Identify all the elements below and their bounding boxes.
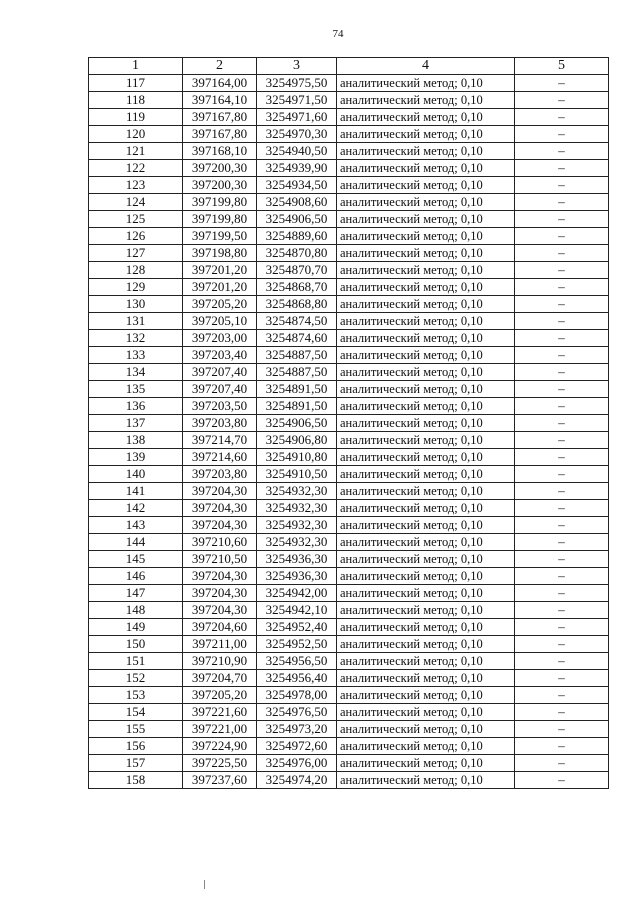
note-cell: – bbox=[515, 143, 609, 160]
point-number-cell: 126 bbox=[89, 228, 183, 245]
note-cell: – bbox=[515, 602, 609, 619]
y-coordinate-cell: 3254956,50 bbox=[257, 653, 337, 670]
y-coordinate-cell: 3254906,80 bbox=[257, 432, 337, 449]
point-number-cell: 138 bbox=[89, 432, 183, 449]
point-number-cell: 157 bbox=[89, 755, 183, 772]
method-cell: аналитический метод; 0,10 bbox=[337, 109, 515, 126]
y-coordinate-cell: 3254934,50 bbox=[257, 177, 337, 194]
table-row bbox=[89, 551, 609, 568]
table-row bbox=[89, 211, 609, 228]
table-row bbox=[89, 296, 609, 313]
method-cell: аналитический метод; 0,10 bbox=[337, 585, 515, 602]
point-number-cell: 154 bbox=[89, 704, 183, 721]
x-coordinate-cell: 397204,30 bbox=[183, 568, 257, 585]
note-cell: – bbox=[515, 364, 609, 381]
table-row bbox=[89, 687, 609, 704]
x-coordinate-cell: 397205,20 bbox=[183, 687, 257, 704]
y-coordinate-cell: 3254906,50 bbox=[257, 211, 337, 228]
point-number-cell: 139 bbox=[89, 449, 183, 466]
x-coordinate-cell: 397204,30 bbox=[183, 483, 257, 500]
table-row bbox=[89, 364, 609, 381]
method-cell: аналитический метод; 0,10 bbox=[337, 483, 515, 500]
y-coordinate-cell: 3254932,30 bbox=[257, 500, 337, 517]
table-body bbox=[89, 75, 609, 789]
y-coordinate-cell: 3254868,80 bbox=[257, 296, 337, 313]
table-row bbox=[89, 415, 609, 432]
table-row bbox=[89, 330, 609, 347]
point-number-cell: 143 bbox=[89, 517, 183, 534]
table-row bbox=[89, 466, 609, 483]
y-coordinate-cell: 3254974,20 bbox=[257, 772, 337, 789]
table-row bbox=[89, 92, 609, 109]
table-header-row bbox=[89, 58, 609, 75]
y-coordinate-cell: 3254887,50 bbox=[257, 364, 337, 381]
point-number-cell: 122 bbox=[89, 160, 183, 177]
x-coordinate-cell: 397211,00 bbox=[183, 636, 257, 653]
method-cell: аналитический метод; 0,10 bbox=[337, 228, 515, 245]
note-cell: – bbox=[515, 653, 609, 670]
y-coordinate-cell: 3254952,50 bbox=[257, 636, 337, 653]
note-cell: – bbox=[515, 279, 609, 296]
y-coordinate-cell: 3254910,50 bbox=[257, 466, 337, 483]
x-coordinate-cell: 397214,70 bbox=[183, 432, 257, 449]
method-cell: аналитический метод; 0,10 bbox=[337, 670, 515, 687]
note-cell: – bbox=[515, 228, 609, 245]
method-cell: аналитический метод; 0,10 bbox=[337, 262, 515, 279]
point-number-cell: 142 bbox=[89, 500, 183, 517]
x-coordinate-cell: 397207,40 bbox=[183, 381, 257, 398]
x-coordinate-cell: 397203,50 bbox=[183, 398, 257, 415]
x-coordinate-cell: 397204,30 bbox=[183, 602, 257, 619]
table-row bbox=[89, 160, 609, 177]
method-cell: аналитический метод; 0,10 bbox=[337, 636, 515, 653]
y-coordinate-cell: 3254874,50 bbox=[257, 313, 337, 330]
note-cell: – bbox=[515, 534, 609, 551]
method-cell: аналитический метод; 0,10 bbox=[337, 398, 515, 415]
point-number-cell: 141 bbox=[89, 483, 183, 500]
column-header-1: 1 bbox=[89, 58, 183, 75]
column-header-5: 5 bbox=[515, 58, 609, 75]
table-row bbox=[89, 432, 609, 449]
x-coordinate-cell: 397167,80 bbox=[183, 126, 257, 143]
point-number-cell: 125 bbox=[89, 211, 183, 228]
x-coordinate-cell: 397237,60 bbox=[183, 772, 257, 789]
point-number-cell: 135 bbox=[89, 381, 183, 398]
point-number-cell: 132 bbox=[89, 330, 183, 347]
note-cell: – bbox=[515, 415, 609, 432]
y-coordinate-cell: 3254932,30 bbox=[257, 483, 337, 500]
table-row bbox=[89, 143, 609, 160]
point-number-cell: 124 bbox=[89, 194, 183, 211]
point-number-cell: 120 bbox=[89, 126, 183, 143]
method-cell: аналитический метод; 0,10 bbox=[337, 449, 515, 466]
y-coordinate-cell: 3254870,80 bbox=[257, 245, 337, 262]
point-number-cell: 144 bbox=[89, 534, 183, 551]
y-coordinate-cell: 3254910,80 bbox=[257, 449, 337, 466]
y-coordinate-cell: 3254975,50 bbox=[257, 75, 337, 92]
y-coordinate-cell: 3254976,00 bbox=[257, 755, 337, 772]
y-coordinate-cell: 3254868,70 bbox=[257, 279, 337, 296]
point-number-cell: 153 bbox=[89, 687, 183, 704]
method-cell: аналитический метод; 0,10 bbox=[337, 534, 515, 551]
method-cell: аналитический метод; 0,10 bbox=[337, 704, 515, 721]
method-cell: аналитический метод; 0,10 bbox=[337, 517, 515, 534]
note-cell: – bbox=[515, 109, 609, 126]
note-cell: – bbox=[515, 755, 609, 772]
method-cell: аналитический метод; 0,10 bbox=[337, 738, 515, 755]
table-row bbox=[89, 517, 609, 534]
x-coordinate-cell: 397203,80 bbox=[183, 466, 257, 483]
table-row bbox=[89, 313, 609, 330]
note-cell: – bbox=[515, 551, 609, 568]
table-row bbox=[89, 602, 609, 619]
note-cell: – bbox=[515, 330, 609, 347]
point-number-cell: 119 bbox=[89, 109, 183, 126]
method-cell: аналитический метод; 0,10 bbox=[337, 568, 515, 585]
point-number-cell: 130 bbox=[89, 296, 183, 313]
table-row bbox=[89, 398, 609, 415]
y-coordinate-cell: 3254970,30 bbox=[257, 126, 337, 143]
method-cell: аналитический метод; 0,10 bbox=[337, 296, 515, 313]
point-number-cell: 151 bbox=[89, 653, 183, 670]
point-number-cell: 149 bbox=[89, 619, 183, 636]
scan-mark bbox=[204, 880, 205, 889]
point-number-cell: 140 bbox=[89, 466, 183, 483]
x-coordinate-cell: 397204,60 bbox=[183, 619, 257, 636]
x-coordinate-cell: 397201,20 bbox=[183, 262, 257, 279]
x-coordinate-cell: 397224,90 bbox=[183, 738, 257, 755]
y-coordinate-cell: 3254891,50 bbox=[257, 381, 337, 398]
point-number-cell: 134 bbox=[89, 364, 183, 381]
point-number-cell: 137 bbox=[89, 415, 183, 432]
note-cell: – bbox=[515, 636, 609, 653]
y-coordinate-cell: 3254887,50 bbox=[257, 347, 337, 364]
x-coordinate-cell: 397200,30 bbox=[183, 160, 257, 177]
point-number-cell: 155 bbox=[89, 721, 183, 738]
note-cell: – bbox=[515, 75, 609, 92]
method-cell: аналитический метод; 0,10 bbox=[337, 92, 515, 109]
table-row bbox=[89, 636, 609, 653]
table-row bbox=[89, 755, 609, 772]
note-cell: – bbox=[515, 738, 609, 755]
x-coordinate-cell: 397210,90 bbox=[183, 653, 257, 670]
table-row bbox=[89, 245, 609, 262]
x-coordinate-cell: 397204,30 bbox=[183, 500, 257, 517]
table-row bbox=[89, 109, 609, 126]
point-number-cell: 150 bbox=[89, 636, 183, 653]
method-cell: аналитический метод; 0,10 bbox=[337, 126, 515, 143]
y-coordinate-cell: 3254956,40 bbox=[257, 670, 337, 687]
table-row bbox=[89, 177, 609, 194]
y-coordinate-cell: 3254952,40 bbox=[257, 619, 337, 636]
x-coordinate-cell: 397210,60 bbox=[183, 534, 257, 551]
x-coordinate-cell: 397164,10 bbox=[183, 92, 257, 109]
point-number-cell: 133 bbox=[89, 347, 183, 364]
method-cell: аналитический метод; 0,10 bbox=[337, 143, 515, 160]
column-header-3: 3 bbox=[257, 58, 337, 75]
table-row bbox=[89, 738, 609, 755]
note-cell: – bbox=[515, 500, 609, 517]
y-coordinate-cell: 3254936,30 bbox=[257, 551, 337, 568]
x-coordinate-cell: 397199,80 bbox=[183, 194, 257, 211]
method-cell: аналитический метод; 0,10 bbox=[337, 177, 515, 194]
table-row bbox=[89, 500, 609, 517]
method-cell: аналитический метод; 0,10 bbox=[337, 211, 515, 228]
point-number-cell: 156 bbox=[89, 738, 183, 755]
method-cell: аналитический метод; 0,10 bbox=[337, 772, 515, 789]
x-coordinate-cell: 397210,50 bbox=[183, 551, 257, 568]
table-row bbox=[89, 347, 609, 364]
x-coordinate-cell: 397199,50 bbox=[183, 228, 257, 245]
note-cell: – bbox=[515, 245, 609, 262]
method-cell: аналитический метод; 0,10 bbox=[337, 279, 515, 296]
x-coordinate-cell: 397204,70 bbox=[183, 670, 257, 687]
column-header-2: 2 bbox=[183, 58, 257, 75]
point-number-cell: 129 bbox=[89, 279, 183, 296]
note-cell: – bbox=[515, 670, 609, 687]
y-coordinate-cell: 3254973,20 bbox=[257, 721, 337, 738]
x-coordinate-cell: 397214,60 bbox=[183, 449, 257, 466]
table-row bbox=[89, 721, 609, 738]
x-coordinate-cell: 397221,00 bbox=[183, 721, 257, 738]
table-row bbox=[89, 670, 609, 687]
note-cell: – bbox=[515, 704, 609, 721]
point-number-cell: 148 bbox=[89, 602, 183, 619]
method-cell: аналитический метод; 0,10 bbox=[337, 330, 515, 347]
point-number-cell: 147 bbox=[89, 585, 183, 602]
note-cell: – bbox=[515, 92, 609, 109]
point-number-cell: 128 bbox=[89, 262, 183, 279]
x-coordinate-cell: 397200,30 bbox=[183, 177, 257, 194]
table-row bbox=[89, 483, 609, 500]
note-cell: – bbox=[515, 126, 609, 143]
method-cell: аналитический метод; 0,10 bbox=[337, 364, 515, 381]
y-coordinate-cell: 3254939,90 bbox=[257, 160, 337, 177]
method-cell: аналитический метод; 0,10 bbox=[337, 432, 515, 449]
y-coordinate-cell: 3254976,50 bbox=[257, 704, 337, 721]
point-number-cell: 158 bbox=[89, 772, 183, 789]
method-cell: аналитический метод; 0,10 bbox=[337, 602, 515, 619]
method-cell: аналитический метод; 0,10 bbox=[337, 194, 515, 211]
x-coordinate-cell: 397203,00 bbox=[183, 330, 257, 347]
method-cell: аналитический метод; 0,10 bbox=[337, 653, 515, 670]
y-coordinate-cell: 3254889,60 bbox=[257, 228, 337, 245]
method-cell: аналитический метод; 0,10 bbox=[337, 500, 515, 517]
y-coordinate-cell: 3254971,60 bbox=[257, 109, 337, 126]
note-cell: – bbox=[515, 721, 609, 738]
x-coordinate-cell: 397203,40 bbox=[183, 347, 257, 364]
x-coordinate-cell: 397207,40 bbox=[183, 364, 257, 381]
y-coordinate-cell: 3254936,30 bbox=[257, 568, 337, 585]
table-row bbox=[89, 449, 609, 466]
y-coordinate-cell: 3254932,30 bbox=[257, 517, 337, 534]
method-cell: аналитический метод; 0,10 bbox=[337, 687, 515, 704]
x-coordinate-cell: 397204,30 bbox=[183, 585, 257, 602]
table-row bbox=[89, 619, 609, 636]
table-row bbox=[89, 568, 609, 585]
y-coordinate-cell: 3254870,70 bbox=[257, 262, 337, 279]
point-number-cell: 136 bbox=[89, 398, 183, 415]
note-cell: – bbox=[515, 296, 609, 313]
note-cell: – bbox=[515, 483, 609, 500]
note-cell: – bbox=[515, 517, 609, 534]
x-coordinate-cell: 397203,80 bbox=[183, 415, 257, 432]
method-cell: аналитический метод; 0,10 bbox=[337, 313, 515, 330]
y-coordinate-cell: 3254940,50 bbox=[257, 143, 337, 160]
x-coordinate-cell: 397205,10 bbox=[183, 313, 257, 330]
note-cell: – bbox=[515, 347, 609, 364]
method-cell: аналитический метод; 0,10 bbox=[337, 160, 515, 177]
method-cell: аналитический метод; 0,10 bbox=[337, 381, 515, 398]
x-coordinate-cell: 397225,50 bbox=[183, 755, 257, 772]
table-row bbox=[89, 534, 609, 551]
y-coordinate-cell: 3254906,50 bbox=[257, 415, 337, 432]
method-cell: аналитический метод; 0,10 bbox=[337, 415, 515, 432]
point-number-cell: 131 bbox=[89, 313, 183, 330]
y-coordinate-cell: 3254971,50 bbox=[257, 92, 337, 109]
y-coordinate-cell: 3254874,60 bbox=[257, 330, 337, 347]
method-cell: аналитический метод; 0,10 bbox=[337, 466, 515, 483]
x-coordinate-cell: 397205,20 bbox=[183, 296, 257, 313]
table-row bbox=[89, 75, 609, 92]
note-cell: – bbox=[515, 466, 609, 483]
point-number-cell: 146 bbox=[89, 568, 183, 585]
note-cell: – bbox=[515, 772, 609, 789]
note-cell: – bbox=[515, 262, 609, 279]
note-cell: – bbox=[515, 619, 609, 636]
point-number-cell: 145 bbox=[89, 551, 183, 568]
note-cell: – bbox=[515, 687, 609, 704]
note-cell: – bbox=[515, 432, 609, 449]
table-row bbox=[89, 704, 609, 721]
method-cell: аналитический метод; 0,10 bbox=[337, 75, 515, 92]
x-coordinate-cell: 397201,20 bbox=[183, 279, 257, 296]
table-row bbox=[89, 228, 609, 245]
table-row bbox=[89, 772, 609, 789]
column-header-4: 4 bbox=[337, 58, 515, 75]
y-coordinate-cell: 3254972,60 bbox=[257, 738, 337, 755]
note-cell: – bbox=[515, 568, 609, 585]
y-coordinate-cell: 3254891,50 bbox=[257, 398, 337, 415]
x-coordinate-cell: 397198,80 bbox=[183, 245, 257, 262]
page-number: 74 bbox=[332, 28, 344, 40]
table-row bbox=[89, 262, 609, 279]
point-number-cell: 152 bbox=[89, 670, 183, 687]
coordinates-table bbox=[88, 57, 609, 789]
y-coordinate-cell: 3254978,00 bbox=[257, 687, 337, 704]
point-number-cell: 117 bbox=[89, 75, 183, 92]
method-cell: аналитический метод; 0,10 bbox=[337, 619, 515, 636]
x-coordinate-cell: 397199,80 bbox=[183, 211, 257, 228]
point-number-cell: 127 bbox=[89, 245, 183, 262]
note-cell: – bbox=[515, 160, 609, 177]
table-row bbox=[89, 381, 609, 398]
x-coordinate-cell: 397167,80 bbox=[183, 109, 257, 126]
method-cell: аналитический метод; 0,10 bbox=[337, 551, 515, 568]
point-number-cell: 118 bbox=[89, 92, 183, 109]
x-coordinate-cell: 397164,00 bbox=[183, 75, 257, 92]
note-cell: – bbox=[515, 398, 609, 415]
table-row bbox=[89, 653, 609, 670]
note-cell: – bbox=[515, 381, 609, 398]
point-number-cell: 121 bbox=[89, 143, 183, 160]
note-cell: – bbox=[515, 194, 609, 211]
table-row bbox=[89, 585, 609, 602]
note-cell: – bbox=[515, 177, 609, 194]
y-coordinate-cell: 3254942,10 bbox=[257, 602, 337, 619]
table-row bbox=[89, 194, 609, 211]
method-cell: аналитический метод; 0,10 bbox=[337, 755, 515, 772]
y-coordinate-cell: 3254908,60 bbox=[257, 194, 337, 211]
method-cell: аналитический метод; 0,10 bbox=[337, 245, 515, 262]
table-row bbox=[89, 126, 609, 143]
method-cell: аналитический метод; 0,10 bbox=[337, 721, 515, 738]
note-cell: – bbox=[515, 449, 609, 466]
point-number-cell: 123 bbox=[89, 177, 183, 194]
x-coordinate-cell: 397221,60 bbox=[183, 704, 257, 721]
method-cell: аналитический метод; 0,10 bbox=[337, 347, 515, 364]
note-cell: – bbox=[515, 585, 609, 602]
table-row bbox=[89, 279, 609, 296]
note-cell: – bbox=[515, 313, 609, 330]
note-cell: – bbox=[515, 211, 609, 228]
x-coordinate-cell: 397168,10 bbox=[183, 143, 257, 160]
y-coordinate-cell: 3254932,30 bbox=[257, 534, 337, 551]
y-coordinate-cell: 3254942,00 bbox=[257, 585, 337, 602]
x-coordinate-cell: 397204,30 bbox=[183, 517, 257, 534]
